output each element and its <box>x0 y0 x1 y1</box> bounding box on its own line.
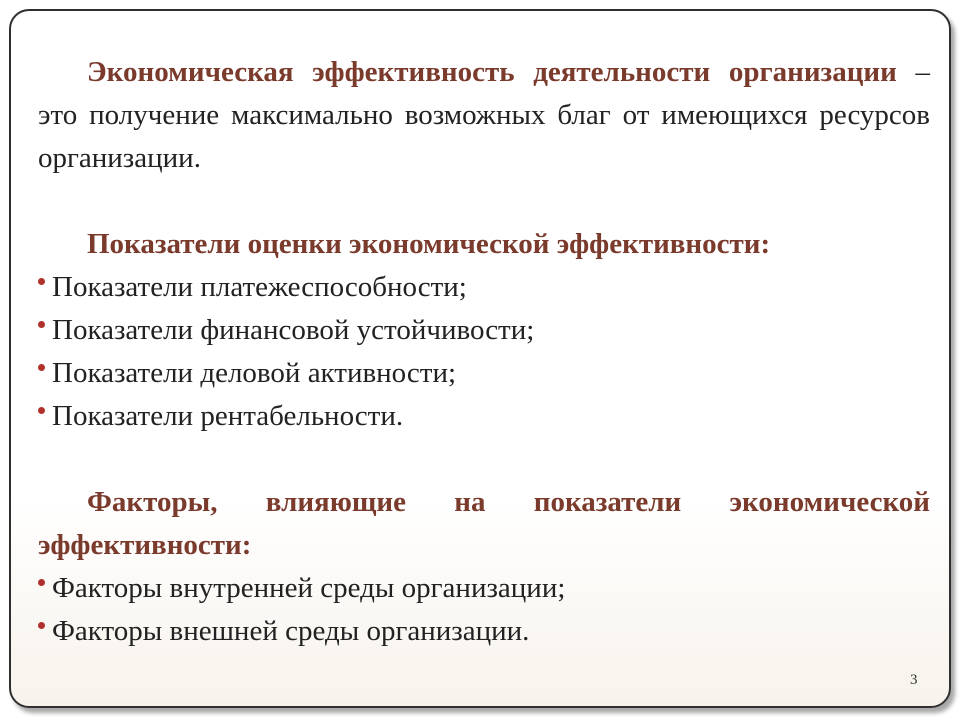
bullet-icon <box>38 407 45 414</box>
bullet-icon <box>38 579 45 586</box>
bullet-icon <box>38 278 45 285</box>
slide-content <box>38 51 930 653</box>
list-item: Показатели деловой активности; <box>38 352 930 395</box>
list-item: Показатели финансовой устойчивости; <box>38 309 930 352</box>
definition-text: – это получение максимально возможных благ от имеющихся ресурсов организации. <box>38 56 931 174</box>
bullet-icon <box>38 622 45 629</box>
list-item: Показатели платежеспособности; <box>38 266 930 309</box>
page-number: 3 <box>910 672 918 688</box>
bullet-icon <box>38 364 45 371</box>
indicators-title: Показатели оценки экономической эффективности: <box>87 228 771 260</box>
bullet-icon <box>38 321 45 328</box>
list-item: Показатели рентабельности. <box>38 395 930 438</box>
definition-term: Экономическая эффективность деятельности организации <box>87 56 897 88</box>
indicators-list <box>38 266 930 438</box>
factors-list <box>38 567 930 653</box>
list-item: Факторы внутренней среды организации; <box>38 567 930 610</box>
definition-paragraph <box>38 51 930 180</box>
factors-title: Факторы, влияющие на показатели экономической эффективности: <box>38 486 930 561</box>
list-item: Факторы внешней среды организации. <box>38 610 930 653</box>
